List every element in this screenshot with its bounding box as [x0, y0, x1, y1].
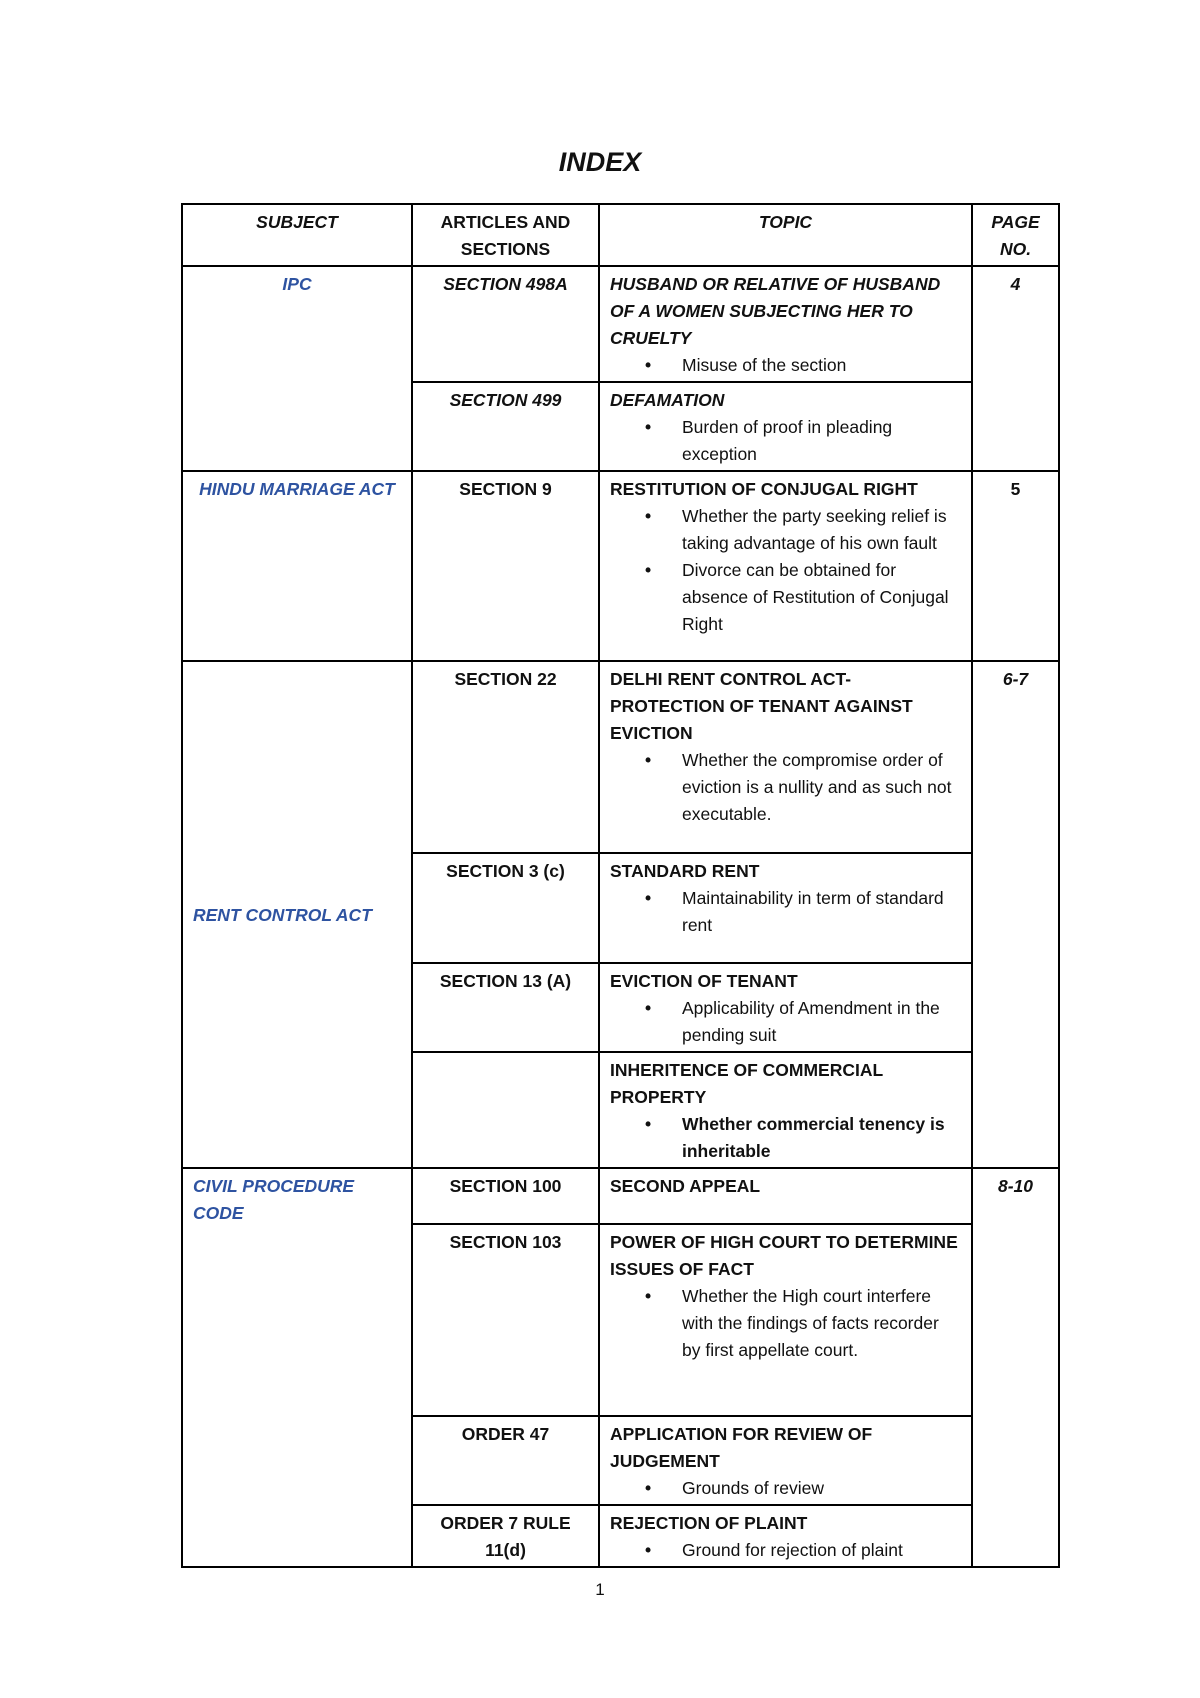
- table-row: [182, 661, 1059, 853]
- topic-title: DELHI RENT CONTROL ACT- PROTECTION OF TENANT AGAINST EVICTION: [610, 669, 913, 743]
- topic-cell: [599, 1168, 972, 1224]
- section-cell: SECTION 498A: [412, 266, 599, 382]
- topic-cell: [599, 963, 972, 1052]
- bullet-list: [610, 352, 961, 379]
- list-item: • Whether the compromise order of eviction is a nullity and as such not executable.: [682, 747, 961, 828]
- topic-cell: [599, 1416, 972, 1505]
- list-item: • Divorce can be obtained for absence of Restitution of Conjugal Right: [682, 557, 961, 638]
- bullet-list: [610, 414, 961, 468]
- subject-cell-ipc: IPC: [182, 266, 412, 471]
- table-row: [182, 471, 1059, 661]
- topic-title: HUSBAND OR RELATIVE OF HUSBAND OF A WOMEN SUBJECTING HER TO CRUELTY: [610, 274, 941, 348]
- page-number: 1: [595, 1580, 605, 1599]
- page-cell-ipc: 4: [972, 266, 1059, 471]
- subject-cell-rca: RENT CONTROL ACT: [182, 661, 412, 1168]
- index-table: [181, 203, 1060, 1568]
- topic-title: EVICTION OF TENANT: [610, 971, 798, 991]
- header-articles: ARTICLES AND SECTIONS: [412, 204, 599, 266]
- topic-cell: [599, 1505, 972, 1567]
- topic-title: REJECTION OF PLAINT: [610, 1513, 808, 1533]
- section-cell: SECTION 499: [412, 382, 599, 471]
- bullet-list: [610, 885, 961, 939]
- list-item: • Whether the party seeking relief is taking advantage of his own fault: [682, 503, 961, 557]
- topic-title: SECOND APPEAL: [610, 1176, 761, 1196]
- section-cell: SECTION 9: [412, 471, 599, 661]
- header-page: PAGE NO.: [972, 204, 1059, 266]
- section-cell: SECTION 100: [412, 1168, 599, 1224]
- topic-title: RESTITUTION OF CONJUGAL RIGHT: [610, 479, 918, 499]
- topic-cell: [599, 382, 972, 471]
- bullet-list: [610, 995, 961, 1049]
- topic-title: INHERITENCE OF COMMERCIAL PROPERTY: [610, 1060, 883, 1107]
- topic-title: STANDARD RENT: [610, 861, 760, 881]
- bullet-list: [610, 1283, 961, 1364]
- list-item: • Maintainability in term of standard rent: [682, 885, 961, 939]
- bullet-list: [610, 747, 961, 828]
- header-subject: SUBJECT: [182, 204, 412, 266]
- bullet-list: [610, 503, 961, 638]
- bullet-list: [610, 1475, 961, 1502]
- subject-cell-hma: HINDU MARRIAGE ACT: [182, 471, 412, 661]
- table-row: [182, 266, 1059, 382]
- section-cell: SECTION 3 (c): [412, 853, 599, 963]
- list-item: • Misuse of the section: [682, 352, 961, 379]
- topic-cell: [599, 266, 972, 382]
- topic-title: DEFAMATION: [610, 390, 725, 410]
- section-cell: SECTION 13 (A): [412, 963, 599, 1052]
- document-title: INDEX: [558, 147, 642, 177]
- section-cell: ORDER 47: [412, 1416, 599, 1505]
- section-cell: SECTION 22: [412, 661, 599, 853]
- topic-title: APPLICATION FOR REVIEW OF JUDGEMENT: [610, 1424, 873, 1471]
- header-topic: TOPIC: [599, 204, 972, 266]
- topic-cell: [599, 661, 972, 853]
- table-row: [182, 1168, 1059, 1224]
- page-cell-rca: 6-7: [972, 661, 1059, 1168]
- section-cell: SECTION 103: [412, 1224, 599, 1416]
- subject-cell-cpc: CIVIL PROCEDURE CODE: [182, 1168, 412, 1567]
- list-item: • Ground for rejection of plaint: [682, 1537, 961, 1564]
- topic-title: POWER OF HIGH COURT TO DETERMINE ISSUES OF FACT: [610, 1232, 958, 1279]
- page-cell-cpc: 8-10: [972, 1168, 1059, 1567]
- topic-cell: [599, 1052, 972, 1168]
- topic-cell: [599, 471, 972, 661]
- list-item: • Applicability of Amendment in the pending suit: [682, 995, 961, 1049]
- bullet-list: [610, 1537, 961, 1564]
- list-item: • Whether the High court interfere with the findings of facts recorder by first appellate court.: [682, 1283, 961, 1364]
- topic-cell: [599, 853, 972, 963]
- table-header-row: [182, 204, 1059, 266]
- list-item: • Grounds of review: [682, 1475, 961, 1502]
- section-cell: [412, 1052, 599, 1168]
- page-cell-hma: 5: [972, 471, 1059, 661]
- topic-cell: [599, 1224, 972, 1416]
- list-item: • Whether commercial tenency is inheritable: [682, 1111, 961, 1165]
- section-cell: ORDER 7 RULE 11(d): [412, 1505, 599, 1567]
- bullet-list: [610, 1111, 961, 1165]
- list-item: • Burden of proof in pleading exception: [682, 414, 961, 468]
